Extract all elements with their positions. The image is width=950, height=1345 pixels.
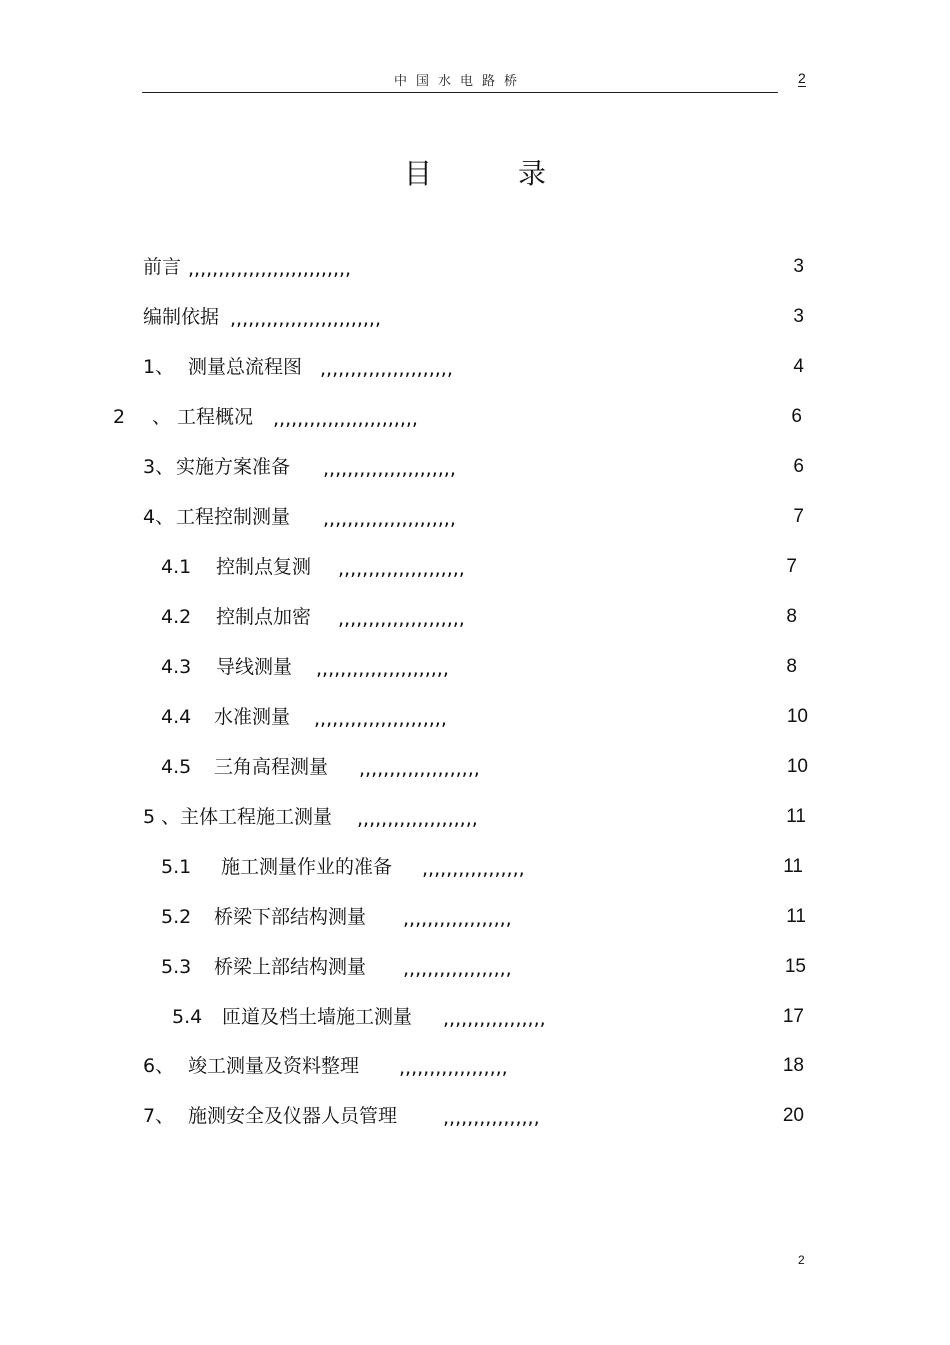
toc-entry-page: 6 bbox=[791, 406, 802, 427]
toc-entry-page: 11 bbox=[786, 906, 806, 927]
toc-entry-leader: ,,,,,,,,,,,,,,,,, bbox=[422, 858, 525, 880]
toc-entry-number: 4.1 bbox=[161, 556, 192, 578]
toc-title: 目录 bbox=[403, 157, 632, 190]
toc-entry-number: 5.3 bbox=[161, 956, 192, 978]
toc-entry-number: 4.5 bbox=[161, 756, 192, 778]
toc-entry-leader: ,,,,,,,,,,,,,,,, bbox=[443, 1107, 540, 1129]
toc-entry-title: 导线测量 bbox=[216, 656, 293, 678]
toc-entry-number: 5.1 bbox=[161, 856, 192, 878]
toc-entry-page: 4 bbox=[793, 356, 804, 377]
toc-entry-leader: ,,,,,,,,,,,,,,,,,,,,,, bbox=[323, 458, 456, 480]
toc-entry-number: 4、 bbox=[143, 506, 175, 528]
toc-entry-page: 3 bbox=[793, 306, 804, 327]
toc-entry-leader: ,,,,,,,,,,,,,,,,,,,,, bbox=[338, 608, 465, 630]
toc-entry-title: 施测安全及仪器人员管理 bbox=[188, 1105, 398, 1127]
toc-entry-page: 15 bbox=[784, 956, 806, 977]
toc-entry-title: 控制点复测 bbox=[216, 556, 312, 578]
toc-entry-page: 7 bbox=[793, 506, 804, 527]
toc-entry-number: 2 bbox=[113, 406, 126, 428]
toc-entry-title: 前言 bbox=[143, 256, 182, 278]
toc-entry-page: 18 bbox=[782, 1055, 804, 1076]
toc-entry-title: 桥梁下部结构测量 bbox=[214, 906, 367, 928]
toc-entry-page: 11 bbox=[786, 806, 806, 827]
toc-entry-title: 实施方案准备 bbox=[176, 456, 291, 478]
toc-entry-leader: ,,,,,,,,,,,,,,,,,,,,, bbox=[338, 558, 465, 580]
toc-entry-page: 8 bbox=[786, 656, 797, 677]
toc-entry-page: 6 bbox=[793, 456, 804, 477]
toc-entry-number: 5 、 bbox=[143, 806, 181, 828]
toc-entry-leader: ,,,,,,,,,,,,,,,,,,,,,,,, bbox=[273, 408, 418, 430]
toc-entry-leader: ,,,,,,,,,,,,,,,,,,,,,, bbox=[314, 708, 447, 730]
toc-entry-title: 水准测量 bbox=[214, 706, 291, 728]
toc-entry-page: 8 bbox=[786, 606, 797, 627]
toc-entry-title: 工程控制测量 bbox=[176, 506, 291, 528]
toc-entry-number: 4.4 bbox=[161, 706, 192, 728]
toc-entry-leader: ,,,,,,,,,,,,,,,,,,,,,,,,,,, bbox=[188, 258, 352, 280]
toc-entry-page: 3 bbox=[793, 256, 804, 277]
toc-entry-title: 控制点加密 bbox=[216, 606, 312, 628]
toc-entry-page: 10 bbox=[786, 706, 808, 727]
toc-entry-leader: ,,,,,,,,,,,,,,,,,, bbox=[403, 958, 512, 980]
toc-entry-title: 主体工程施工测量 bbox=[180, 806, 333, 828]
toc-entry-number: 1、 bbox=[143, 356, 175, 378]
toc-entry-number: 6、 bbox=[143, 1055, 175, 1077]
toc-entry-title: 施工测量作业的准备 bbox=[221, 856, 393, 878]
toc-entry-page: 11 bbox=[783, 856, 803, 877]
toc-entry-leader: ,,,,,,,,,,,,,,,,,,,,,, bbox=[316, 658, 449, 680]
header-rule bbox=[142, 92, 778, 93]
toc-entry-number: 5.4 bbox=[172, 1006, 203, 1028]
toc-entry-title: 、 工程概况 bbox=[152, 406, 254, 428]
toc-entry-leader: ,,,,,,,,,,,,,,,,, bbox=[443, 1008, 546, 1030]
toc-entry-title: 编制依据 bbox=[143, 306, 220, 328]
toc-entry-title: 匝道及档土墙施工测量 bbox=[222, 1006, 413, 1028]
toc-entry-page: 7 bbox=[786, 556, 797, 577]
toc-entry-number: 4.2 bbox=[161, 606, 192, 628]
toc-entry-leader: ,,,,,,,,,,,,,,,,,, bbox=[403, 908, 512, 930]
toc-entry-leader: ,,,,,,,,,,,,,,,,,,,,,,,,, bbox=[230, 308, 381, 330]
toc-entry-number: 4.3 bbox=[161, 656, 192, 678]
toc-entry-page: 17 bbox=[782, 1006, 804, 1027]
toc-entry-title: 三角高程测量 bbox=[214, 756, 329, 778]
footer-page-number: 2 bbox=[798, 1253, 805, 1267]
toc-entry-number: 5.2 bbox=[161, 906, 192, 928]
toc-entry-leader: ,,,,,,,,,,,,,,,,,,,, bbox=[359, 758, 480, 780]
toc-entry-page: 10 bbox=[786, 756, 808, 777]
toc-entry-title: 桥梁上部结构测量 bbox=[214, 956, 367, 978]
running-header-title: 中国水电路桥 bbox=[393, 74, 526, 89]
toc-entry-leader: ,,,,,,,,,,,,,,,,,,,, bbox=[357, 808, 478, 830]
toc-entry-number: 3、 bbox=[143, 456, 175, 478]
toc-entry-page: 20 bbox=[782, 1105, 804, 1126]
toc-entry-leader: ,,,,,,,,,,,,,,,,,, bbox=[399, 1057, 508, 1079]
toc-entry-leader: ,,,,,,,,,,,,,,,,,,,,,, bbox=[320, 358, 453, 380]
header-page-number: 2 bbox=[798, 70, 806, 86]
toc-entry-title: 测量总流程图 bbox=[188, 356, 303, 378]
toc-entry-title: 竣工测量及资料整理 bbox=[188, 1055, 360, 1077]
toc-entry-leader: ,,,,,,,,,,,,,,,,,,,,,, bbox=[323, 508, 456, 530]
toc-entry-number: 7、 bbox=[143, 1105, 175, 1127]
